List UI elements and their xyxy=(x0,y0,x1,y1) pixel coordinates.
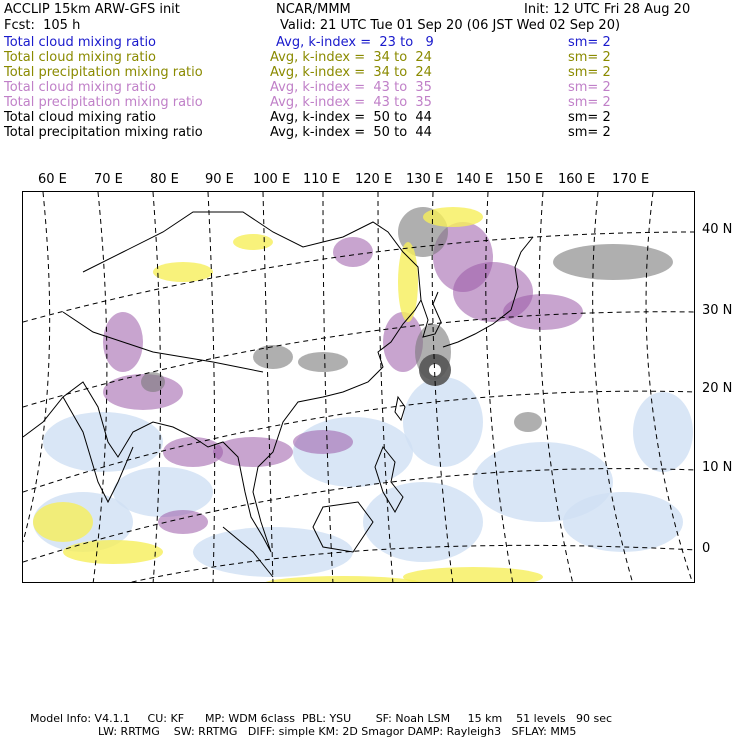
lon-label: 80 E xyxy=(150,172,179,187)
init-time: Init: 12 UTC Fri 28 Aug 20 xyxy=(524,2,691,17)
lon-label: 70 E xyxy=(94,172,123,187)
cloud-shade-blue xyxy=(633,392,693,472)
model-title: ACCLIP 15km ARW-GFS init xyxy=(4,2,180,17)
lon-label: 160 E xyxy=(558,172,596,187)
cloud-shade-yellow xyxy=(153,262,213,282)
cloud-shade-blue xyxy=(193,527,353,577)
lat-label: 0 xyxy=(702,541,711,556)
cloud-shade-yellow xyxy=(403,567,543,583)
cloud-shade-blue xyxy=(403,377,483,467)
footer-physics-info: LW: RRTMG SW: RRTMG DIFF: simple KM: 2D Smagor DAMP: Rayleigh3 SFLAY: MM5 xyxy=(98,725,577,738)
cloud-shade-yellow xyxy=(33,502,93,542)
map-panel xyxy=(22,191,695,583)
lat-label: 20 N xyxy=(702,381,733,396)
legend-avg-6: Avg, k-index = 50 to 44 xyxy=(270,125,432,140)
cloud-shade-grey xyxy=(253,345,293,369)
legend-field-2: Total precipitation mixing ratio xyxy=(4,65,203,80)
legend-field-4: Total precipitation mixing ratio xyxy=(4,95,203,110)
cloud-shade-yellow xyxy=(63,540,163,564)
lon-label: 90 E xyxy=(205,172,234,187)
legend-avg-2: Avg, k-index = 34 to 24 xyxy=(270,65,432,80)
cloud-shade-grey xyxy=(141,372,165,392)
cloud-shade-grey xyxy=(553,244,673,280)
legend-avg-4: Avg, k-index = 43 to 35 xyxy=(270,95,432,110)
legend-sm-1: sm= 2 xyxy=(568,50,611,65)
legend-sm-2: sm= 2 xyxy=(568,65,611,80)
legend-sm-4: sm= 2 xyxy=(568,95,611,110)
center-label: NCAR/MMM xyxy=(276,2,351,17)
lon-label: 170 E xyxy=(612,172,650,187)
lon-label: 130 E xyxy=(406,172,444,187)
cloud-shade-purple xyxy=(333,237,373,267)
cloud-shade-purple xyxy=(293,430,353,454)
legend-avg-1: Avg, k-index = 34 to 24 xyxy=(270,50,432,65)
lat-label: 10 N xyxy=(702,460,733,475)
cloud-shade-blue xyxy=(363,482,483,562)
legend-sm-5: sm= 2 xyxy=(568,110,611,125)
footer-model-info: Model Info: V4.1.1 CU: KF MP: WDM 6class PBL: YSU SF: Noah LSM 15 km 51 levels 90 sec xyxy=(30,712,613,725)
lon-label: 150 E xyxy=(506,172,544,187)
cloud-shade-grey xyxy=(298,352,348,372)
legend-avg-0: Avg, k-index = 23 to 9 xyxy=(276,35,434,50)
lon-label: 120 E xyxy=(355,172,393,187)
cloud-shade-yellow xyxy=(263,576,423,583)
legend-sm-0: sm= 2 xyxy=(568,35,611,50)
legend-field-5: Total cloud mixing ratio xyxy=(4,110,157,125)
cloud-shade-purple xyxy=(213,437,293,467)
lat-label: 40 N xyxy=(702,222,733,237)
cloud-shade-blue xyxy=(43,412,163,472)
lon-label: 60 E xyxy=(38,172,67,187)
cloud-shade-blue xyxy=(563,492,683,552)
lon-label: 110 E xyxy=(303,172,341,187)
border-himalaya xyxy=(63,312,263,372)
lon-label: 100 E xyxy=(253,172,291,187)
valid-time: Valid: 21 UTC Tue 01 Sep 20 (06 JST Wed 02 Sep 20) xyxy=(280,18,621,33)
lon-label: 140 E xyxy=(456,172,494,187)
legend-avg-5: Avg, k-index = 50 to 44 xyxy=(270,110,432,125)
legend-sm-6: sm= 2 xyxy=(568,125,611,140)
field-shading xyxy=(33,207,693,583)
legend-field-1: Total cloud mixing ratio xyxy=(4,50,157,65)
cloud-shade-purple xyxy=(503,294,583,330)
legend-avg-3: Avg, k-index = 43 to 35 xyxy=(270,80,432,95)
legend-field-0: Total cloud mixing ratio xyxy=(4,35,157,50)
map-graphic xyxy=(23,192,695,583)
legend-field-6: Total precipitation mixing ratio xyxy=(4,125,203,140)
legend-sm-3: sm= 2 xyxy=(568,80,611,95)
cloud-shade-grey xyxy=(514,412,542,432)
cloud-shade-yellow xyxy=(233,234,273,250)
lat-label: 30 N xyxy=(702,303,733,318)
legend-field-3: Total cloud mixing ratio xyxy=(4,80,157,95)
forecast-hour: Fcst: 105 h xyxy=(4,18,81,33)
